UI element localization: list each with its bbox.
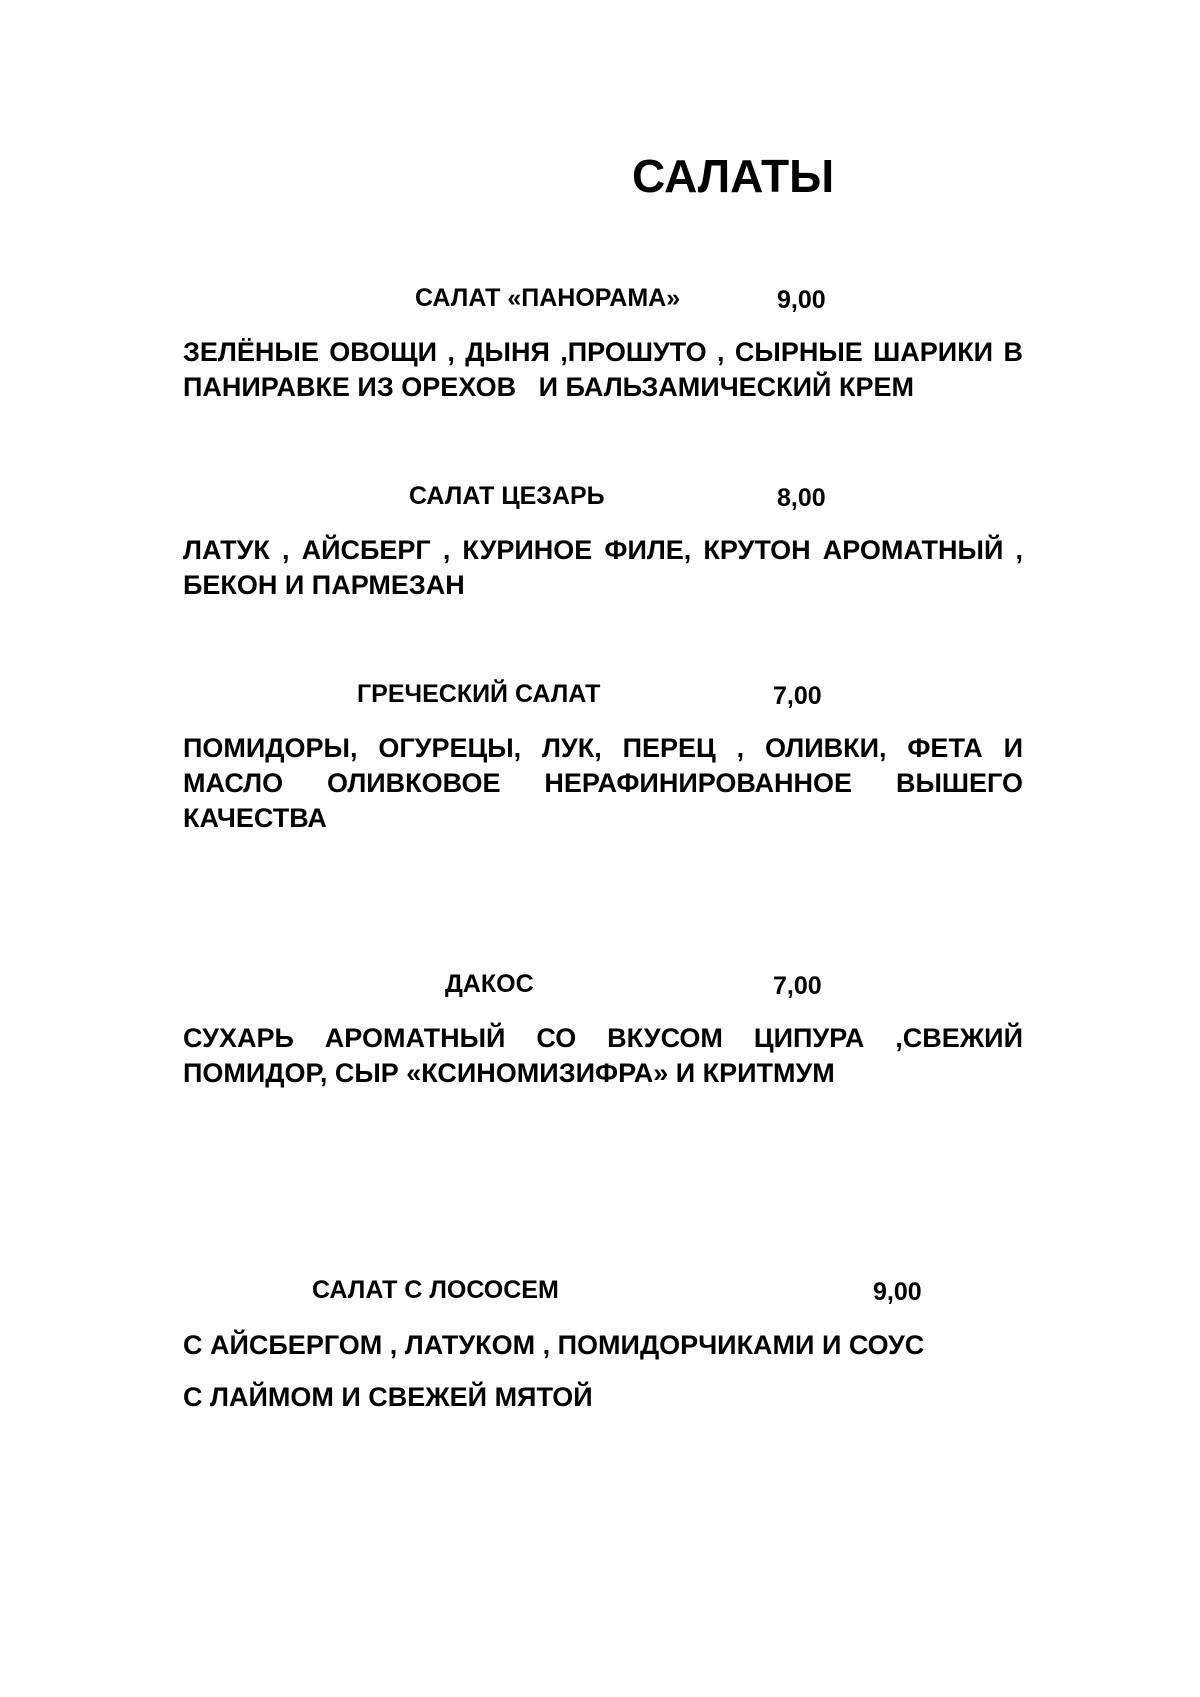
menu-item-description: ЛАТУК , АЙСБЕРГ , КУРИНОЕ ФИЛЕ, КРУТОН АРОМАТНЫЙ , БЕКОН И ПАРМЕЗАН	[183, 535, 1031, 600]
menu-item-price: 7,00	[773, 972, 822, 1000]
menu-item-description	[183, 1328, 1023, 1363]
menu-item-price: 9,00	[777, 286, 826, 314]
menu-item-price: 9,00	[873, 1278, 922, 1306]
menu-item-name: ГРЕЧЕСКИЙ САЛАТ	[357, 680, 601, 708]
menu-item-description: СУХАРЬ АРОМАТНЫЙ СО ВКУСОМ ЦИПУРА ,СВЕЖИЙ ПОМИДОР, СЫР «КСИНОМИЗИФРА» И КРИТМУМ	[183, 1023, 1031, 1088]
description-line: С АЙСБЕРГОМ , ЛАТУКОМ , ПОМИДОРЧИКАМИ И СОУС	[183, 1330, 925, 1360]
menu-item-description: ЗЕЛЁНЫЕ ОВОЩИ , ДЫНЯ ,ПРОШУТО , СЫРНЫЕ ШАРИКИ В ПАНИРАВКЕ ИЗ ОРЕХОВ И БАЛЬЗАМИЧЕСКИЙ КРЕМ	[183, 337, 1031, 402]
page-title: САЛАТЫ	[632, 150, 835, 202]
menu-item-price: 8,00	[777, 484, 826, 512]
description-line: С ЛАЙМОМ И СВЕЖЕЙ МЯТОЙ	[183, 1382, 593, 1412]
menu-item-name: САЛАТ «ПАНОРАМА»	[415, 284, 681, 312]
menu-item-description	[183, 1380, 1023, 1415]
menu-item-description: ПОМИДОРЫ, ОГУРЕЦЫ, ЛУК, ПЕРЕЦ , ОЛИВКИ, ФЕТА И МАСЛО ОЛИВКОВОЕ НЕРАФИНИРОВАННОЕ ВЫШЕГО КАЧЕСТВА	[183, 733, 1031, 833]
menu-item-name: САЛАТ ЦЕЗАРЬ	[409, 482, 605, 510]
menu-item-name: ДАКОС	[445, 970, 534, 998]
menu-item-name: САЛАТ С ЛОСОСЕМ	[312, 1276, 559, 1304]
menu-item-price: 7,00	[773, 682, 822, 710]
